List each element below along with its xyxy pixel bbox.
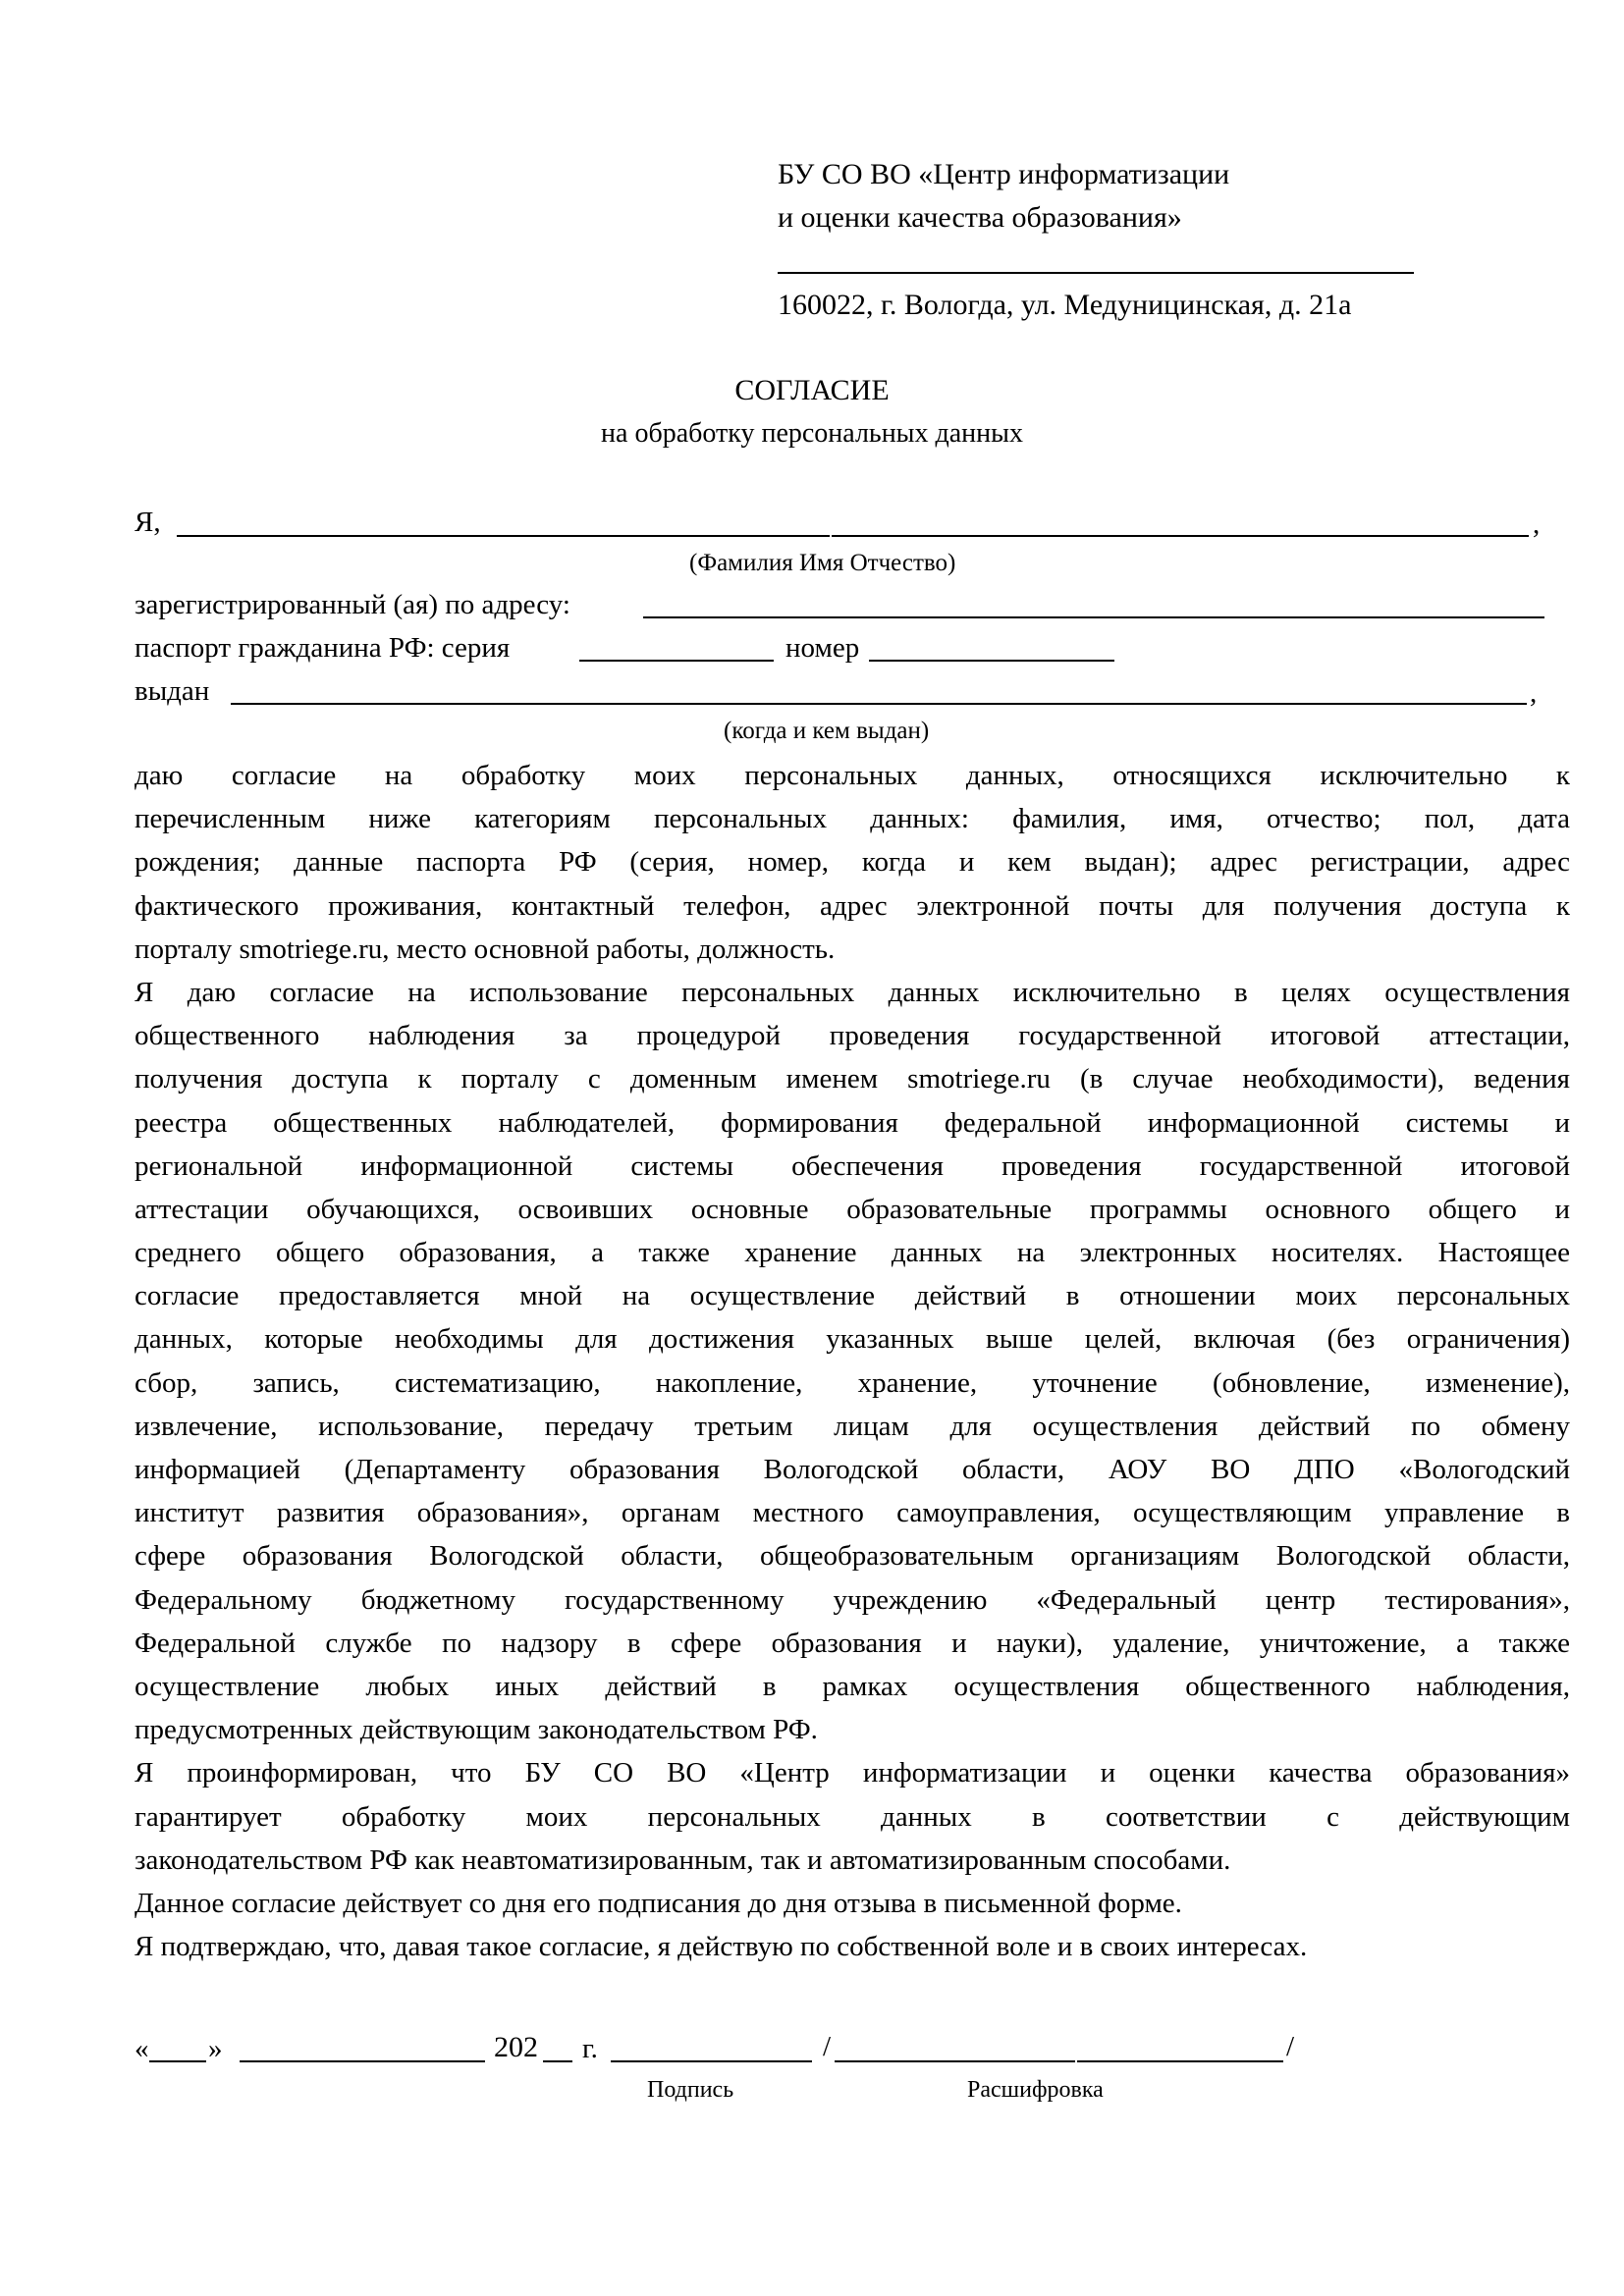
text-line: аттестации обучающихся, освоивших основные образовательные программы основного общего и [135, 1193, 1570, 1225]
text-line: региональной информационной системы обеспечения проведения государственной итоговой [135, 1149, 1570, 1182]
text-line: предусмотренных действующим законодательством РФ. [135, 1714, 818, 1746]
signature-decoding-field-part1[interactable] [835, 2060, 1075, 2062]
text-line: сбор, запись, систематизацию, накопление, хранение, уточнение (обновление, изменение), [135, 1366, 1570, 1399]
text-line: извлечение, использование, передачу третьим лицам для осуществления действий по обмену [135, 1410, 1570, 1442]
passport-number-field[interactable] [869, 660, 1114, 662]
addressee-blank-line[interactable] [778, 272, 1414, 274]
text-line: Я даю согласие на использование персональных данных исключительно в целях осуществления [135, 976, 1570, 1008]
issued-caption: (когда и кем выдан) [724, 718, 930, 744]
passport-series-field[interactable] [579, 660, 774, 662]
signature-field[interactable] [611, 2060, 812, 2062]
addressee-org-line1: БУ СО ВО «Центр информатизации [778, 158, 1230, 190]
text-line: общественного наблюдения за процедурой проведения государственной итоговой аттестации, [135, 1020, 1570, 1052]
text-line: осуществление любых иных действий в рамках осуществления общественного наблюдения, [135, 1670, 1570, 1702]
text-line: порталу smotriege.ru, место основной работы, должность. [135, 933, 836, 965]
text-line: гарантирует обработку моих персональных данных в соответствии с действующим [135, 1800, 1570, 1833]
decoding-caption: Расшифровка [967, 2077, 1104, 2103]
date-year-field[interactable] [543, 2060, 572, 2062]
date-year-suffix: г. [582, 2033, 598, 2064]
issued-field[interactable] [231, 703, 1527, 705]
text-line: Федеральной службе по надзору в сфере образования и науки), удаление, уничтожение, а также [135, 1627, 1570, 1659]
text-line: Федеральному бюджетному государственному учреждению «Федеральный центр тестирования», [135, 1583, 1570, 1616]
signature-slash-right: / [1286, 2031, 1295, 2062]
text-line: перечисленным ниже категориям персональных данных: фамилия, имя, отчество; пол, дата [135, 803, 1570, 835]
signature-decoding-field-part2[interactable] [1077, 2060, 1283, 2062]
signature-caption: Подпись [647, 2077, 734, 2103]
text-line: информацией (Департаменту образования Вологодской области, АОУ ВО ДПО «Вологодский [135, 1454, 1570, 1485]
passport-number-label: номер [785, 632, 860, 664]
paragraph-validity: Данное согласие действует со дня его подписания до дня отзыва в письменной форме. [135, 1887, 1182, 1919]
fio-field-part1[interactable] [177, 535, 830, 537]
date-month-field[interactable] [240, 2060, 485, 2062]
paragraph-confirmation: Я подтверждаю, что, давая такое согласие, я действую по собственной воле и в своих интересах. [135, 1931, 1308, 1963]
date-year-prefix: 202 [494, 2031, 538, 2063]
text-line: фактического проживания, контактный телефон, адрес электронной почты для получения доступа к [135, 889, 1570, 922]
text-line: институт развития образования», органам местного самоуправления, осуществляющим управление в [135, 1497, 1570, 1529]
fio-field-part2[interactable] [832, 535, 1529, 537]
i-label: Я, [135, 507, 161, 538]
signature-slash-left: / [823, 2031, 832, 2062]
addressee-org-line2: и оценки качества образования» [778, 201, 1182, 234]
fio-caption: (Фамилия Имя Отчество) [689, 550, 956, 576]
addressee-address: 160022, г. Вологда, ул. Медуницинская, д. 21а [778, 289, 1352, 321]
text-line: реестра общественных наблюдателей, формирования федеральной информационной системы и [135, 1106, 1570, 1139]
text-line: получения доступа к порталу с доменным именем smotriege.ru (в случае необходимости), ведения [135, 1063, 1570, 1095]
issued-trailing-comma: , [1530, 677, 1538, 709]
registered-address-field[interactable] [643, 616, 1544, 618]
paragraph-purposes [135, 971, 1570, 1751]
text-line: данных, которые необходимы для достижения указанных выше целей, включая (без ограничения) [135, 1323, 1570, 1356]
document-subtitle: на обработку персональных данных [601, 418, 1023, 449]
date-open-quote: « [135, 2033, 149, 2064]
document-title: СОГЛАСИЕ [734, 374, 890, 406]
paragraph-informed [135, 1751, 1570, 1882]
fio-trailing-comma: , [1533, 508, 1541, 540]
date-day-field[interactable] [149, 2060, 206, 2062]
text-line: среднего общего образования, а также хранение данных на электронных носителях. Настоящее [135, 1237, 1570, 1269]
text-line: даю согласие на обработку моих персональных данных, относящихся исключительно к [135, 760, 1570, 791]
issued-label: выдан [135, 675, 210, 707]
text-line: согласие предоставляется мной на осуществление действий в отношении моих персональных [135, 1280, 1570, 1312]
registered-address-label: зарегистрированный (ая) по адресу: [135, 589, 570, 620]
text-line: Я проинформирован, что БУ СО ВО «Центр информатизации и оценки качества образования» [135, 1757, 1570, 1789]
text-line: законодательством РФ как неавтоматизированным, так и автоматизированным способами. [135, 1843, 1231, 1876]
paragraph-categories [135, 754, 1570, 971]
passport-series-label: паспорт гражданина РФ: серия [135, 632, 511, 664]
date-close-quote: » [208, 2033, 223, 2064]
text-line: сфере образования Вологодской области, общеобразовательным организациям Вологодской области, [135, 1540, 1570, 1573]
text-line: рождения; данные паспорта РФ (серия, номер, когда и кем выдан); адрес регистрации, адрес [135, 846, 1570, 879]
consent-body [135, 754, 1570, 1968]
